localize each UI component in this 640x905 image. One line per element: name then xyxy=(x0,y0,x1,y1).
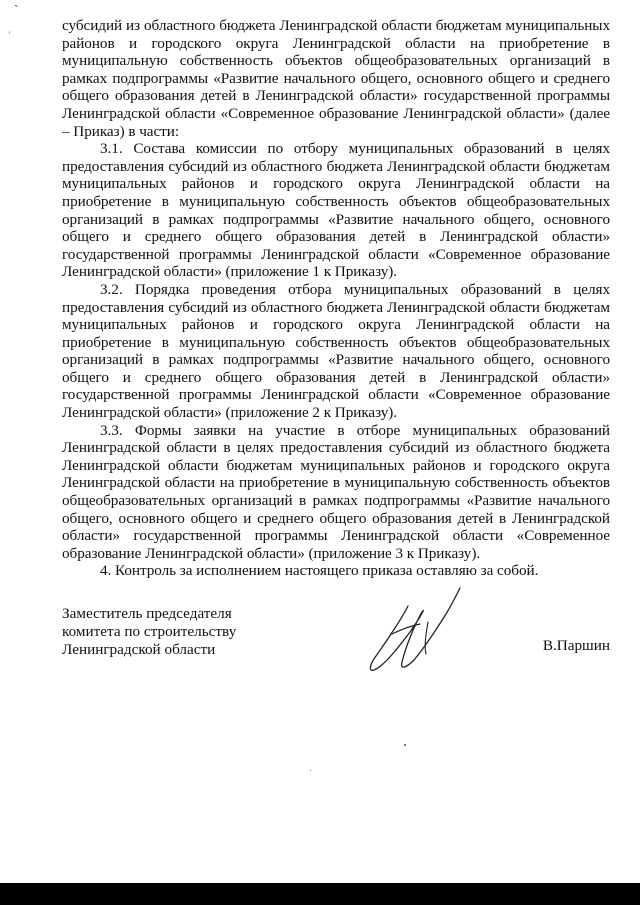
signatory-name: В.Паршин xyxy=(542,637,610,654)
signatory-title-line: комитета по строительству xyxy=(62,623,237,640)
paragraph-4: 4. Контроль за исполнением настоящего приказа оставляю за собой. xyxy=(100,562,539,580)
signatory-title-line: Ленинградской области xyxy=(62,641,216,658)
paragraph-3-3: 3.3. Формы заявки на участие в отборе муниципальных образований Ленинградской области в целях предоставления субсидий из областного бюджета Ленинградской области бюджетам муниципальных районов и городского округа Ленинградской области на приобретение в муниципальную собственность объектов общеобразовательных организаций в рамках подпрограммы «Развитие начального общего, основного общего и среднего общего образования детей в Ленинградской области» государственной программы Ленинградской области «Современное образование Ленинградской области» (приложение 3 к Приказу). xyxy=(62,421,610,562)
scan-speck xyxy=(310,770,311,771)
signatory-title xyxy=(62,605,322,659)
intro-paragraph: субсидий из областного бюджета Ленинградской области бюджетам муниципальных районов и городского округа Ленинградской области на приобретение в муниципальную собственность объектов общеобразовательных организаций в рамках подпрограммы «Развитие начального общего, основного общего и среднего общего образования детей в Ленинградской области» государственной программы Ленинградской области «Современное образование Ленинградской области» (далее – Приказ) в части: xyxy=(62,17,610,140)
document-body xyxy=(62,17,610,580)
paragraph-3-1: 3.1. Состава комиссии по отбору муниципальных образований в целях предоставления субсидий из областного бюджета Ленинградской области бюджетам муниципальных районов и городского округа Ленинградской области на приобретение в муниципальную собственность объектов общеобразовательных организаций в рамках подпрограммы «Развитие начального общего, основного общего и среднего общего образования детей в Ленинградской области» государственной программы Ленинградской области «Современное образование Ленинградской области» (приложение 1 к Приказу). xyxy=(62,140,610,281)
signatory-title-line: Заместитель председателя xyxy=(62,605,232,622)
scan-bottom-edge xyxy=(0,883,640,905)
paragraph-3-2: 3.2. Порядка проведения отбора муниципальных образований в целях предоставления субсидий из областного бюджета Ленинградской области бюджетам муниципальных районов и городского округа Ленинградской области на приобретение в муниципальную собственность объектов общеобразовательных организаций в рамках подпрограммы «Развитие начального общего, основного общего и среднего общего образования детей в Ленинградской области» государственной программы Ленинградской области «Современное образование Ленинградской области» (приложение 2 к Приказу). xyxy=(62,280,610,422)
scan-mark: ' xyxy=(9,30,11,39)
handwritten-signature xyxy=(362,584,472,680)
scan-mark: ` xyxy=(14,2,19,17)
scan-speck xyxy=(404,744,406,746)
